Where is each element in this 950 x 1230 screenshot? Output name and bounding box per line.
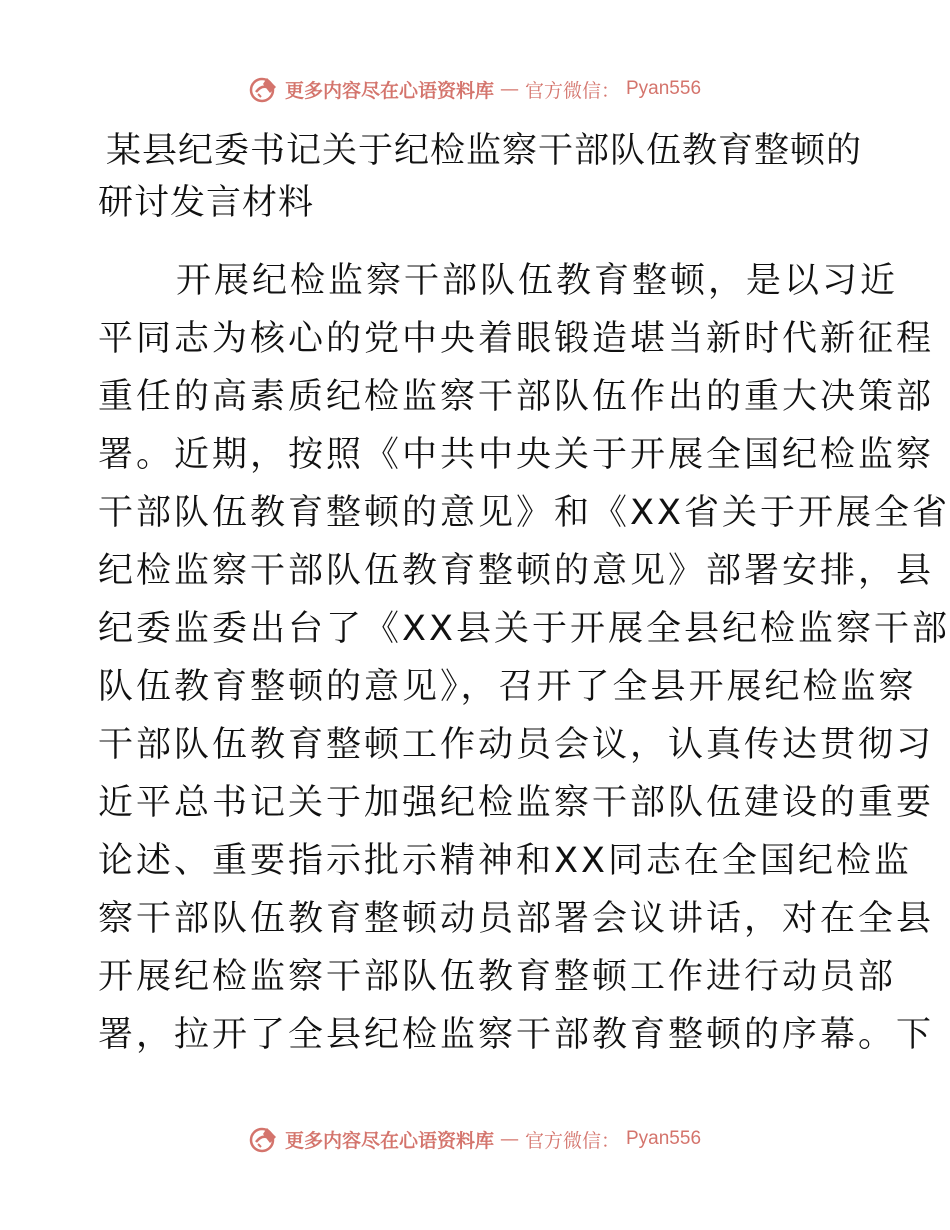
body-line: 纪委监委出台了《XX县关于开展全县纪检监察干部	[98, 609, 950, 649]
watermark-official: 官方微信：	[524, 1129, 620, 1152]
book-pen-logo-icon	[249, 1124, 279, 1154]
watermark-text: 更多内容尽在心语资料库	[284, 1129, 494, 1152]
body-line: 队伍教育整顿的意见》，召开了全县开展纪检监察	[98, 667, 917, 707]
document-body	[98, 252, 950, 1064]
book-pen-logo-icon	[249, 74, 279, 104]
watermark-dash: —	[499, 78, 519, 100]
body-line: 平同志为核心的党中央着眼锻造堪当新时代新征程	[98, 319, 935, 359]
watermark-header	[0, 72, 950, 106]
body-line: 近平总书记关于加强纪检监察干部队伍建设的重要	[98, 783, 935, 823]
watermark-wechat-id: Pyan556	[626, 1128, 702, 1149]
title-line: 某县纪委书记关于纪检监察干部队伍教育整顿的	[106, 131, 863, 171]
body-line: 察干部队伍教育整顿动员部署会议讲话，对在全县	[98, 899, 935, 939]
title-line: 研讨发言材料	[98, 183, 315, 223]
body-line: 开展纪检监察干部队伍教育整顿工作进行动员部	[98, 957, 897, 997]
watermark-footer	[0, 1122, 950, 1156]
body-line: 开展纪检监察干部队伍教育整顿，是以习近	[176, 261, 899, 301]
body-line: 重任的高素质纪检监察干部队伍作出的重大决策部	[98, 377, 935, 417]
body-line: 署。近期，按照《中共中央关于开展全国纪检监察	[98, 435, 935, 475]
body-line: 干部队伍教育整顿的意见》和《XX省关于开展全省	[98, 493, 950, 533]
body-line: 纪检监察干部队伍教育整顿的意见》部署安排，县	[98, 551, 935, 591]
body-line: 署，拉开了全县纪检监察干部教育整顿的序幕。下	[98, 1015, 935, 1055]
watermark-official: 官方微信：	[524, 79, 620, 102]
body-line: 干部队伍教育整顿工作动员会议，认真传达贯彻习	[98, 725, 935, 765]
body-line: 论述、重要指示批示精神和XX同志在全国纪检监	[98, 841, 912, 881]
watermark-dash: —	[499, 1128, 519, 1150]
watermark-text: 更多内容尽在心语资料库	[284, 79, 494, 102]
document-title	[98, 125, 863, 229]
watermark-wechat-id: Pyan556	[626, 78, 702, 99]
